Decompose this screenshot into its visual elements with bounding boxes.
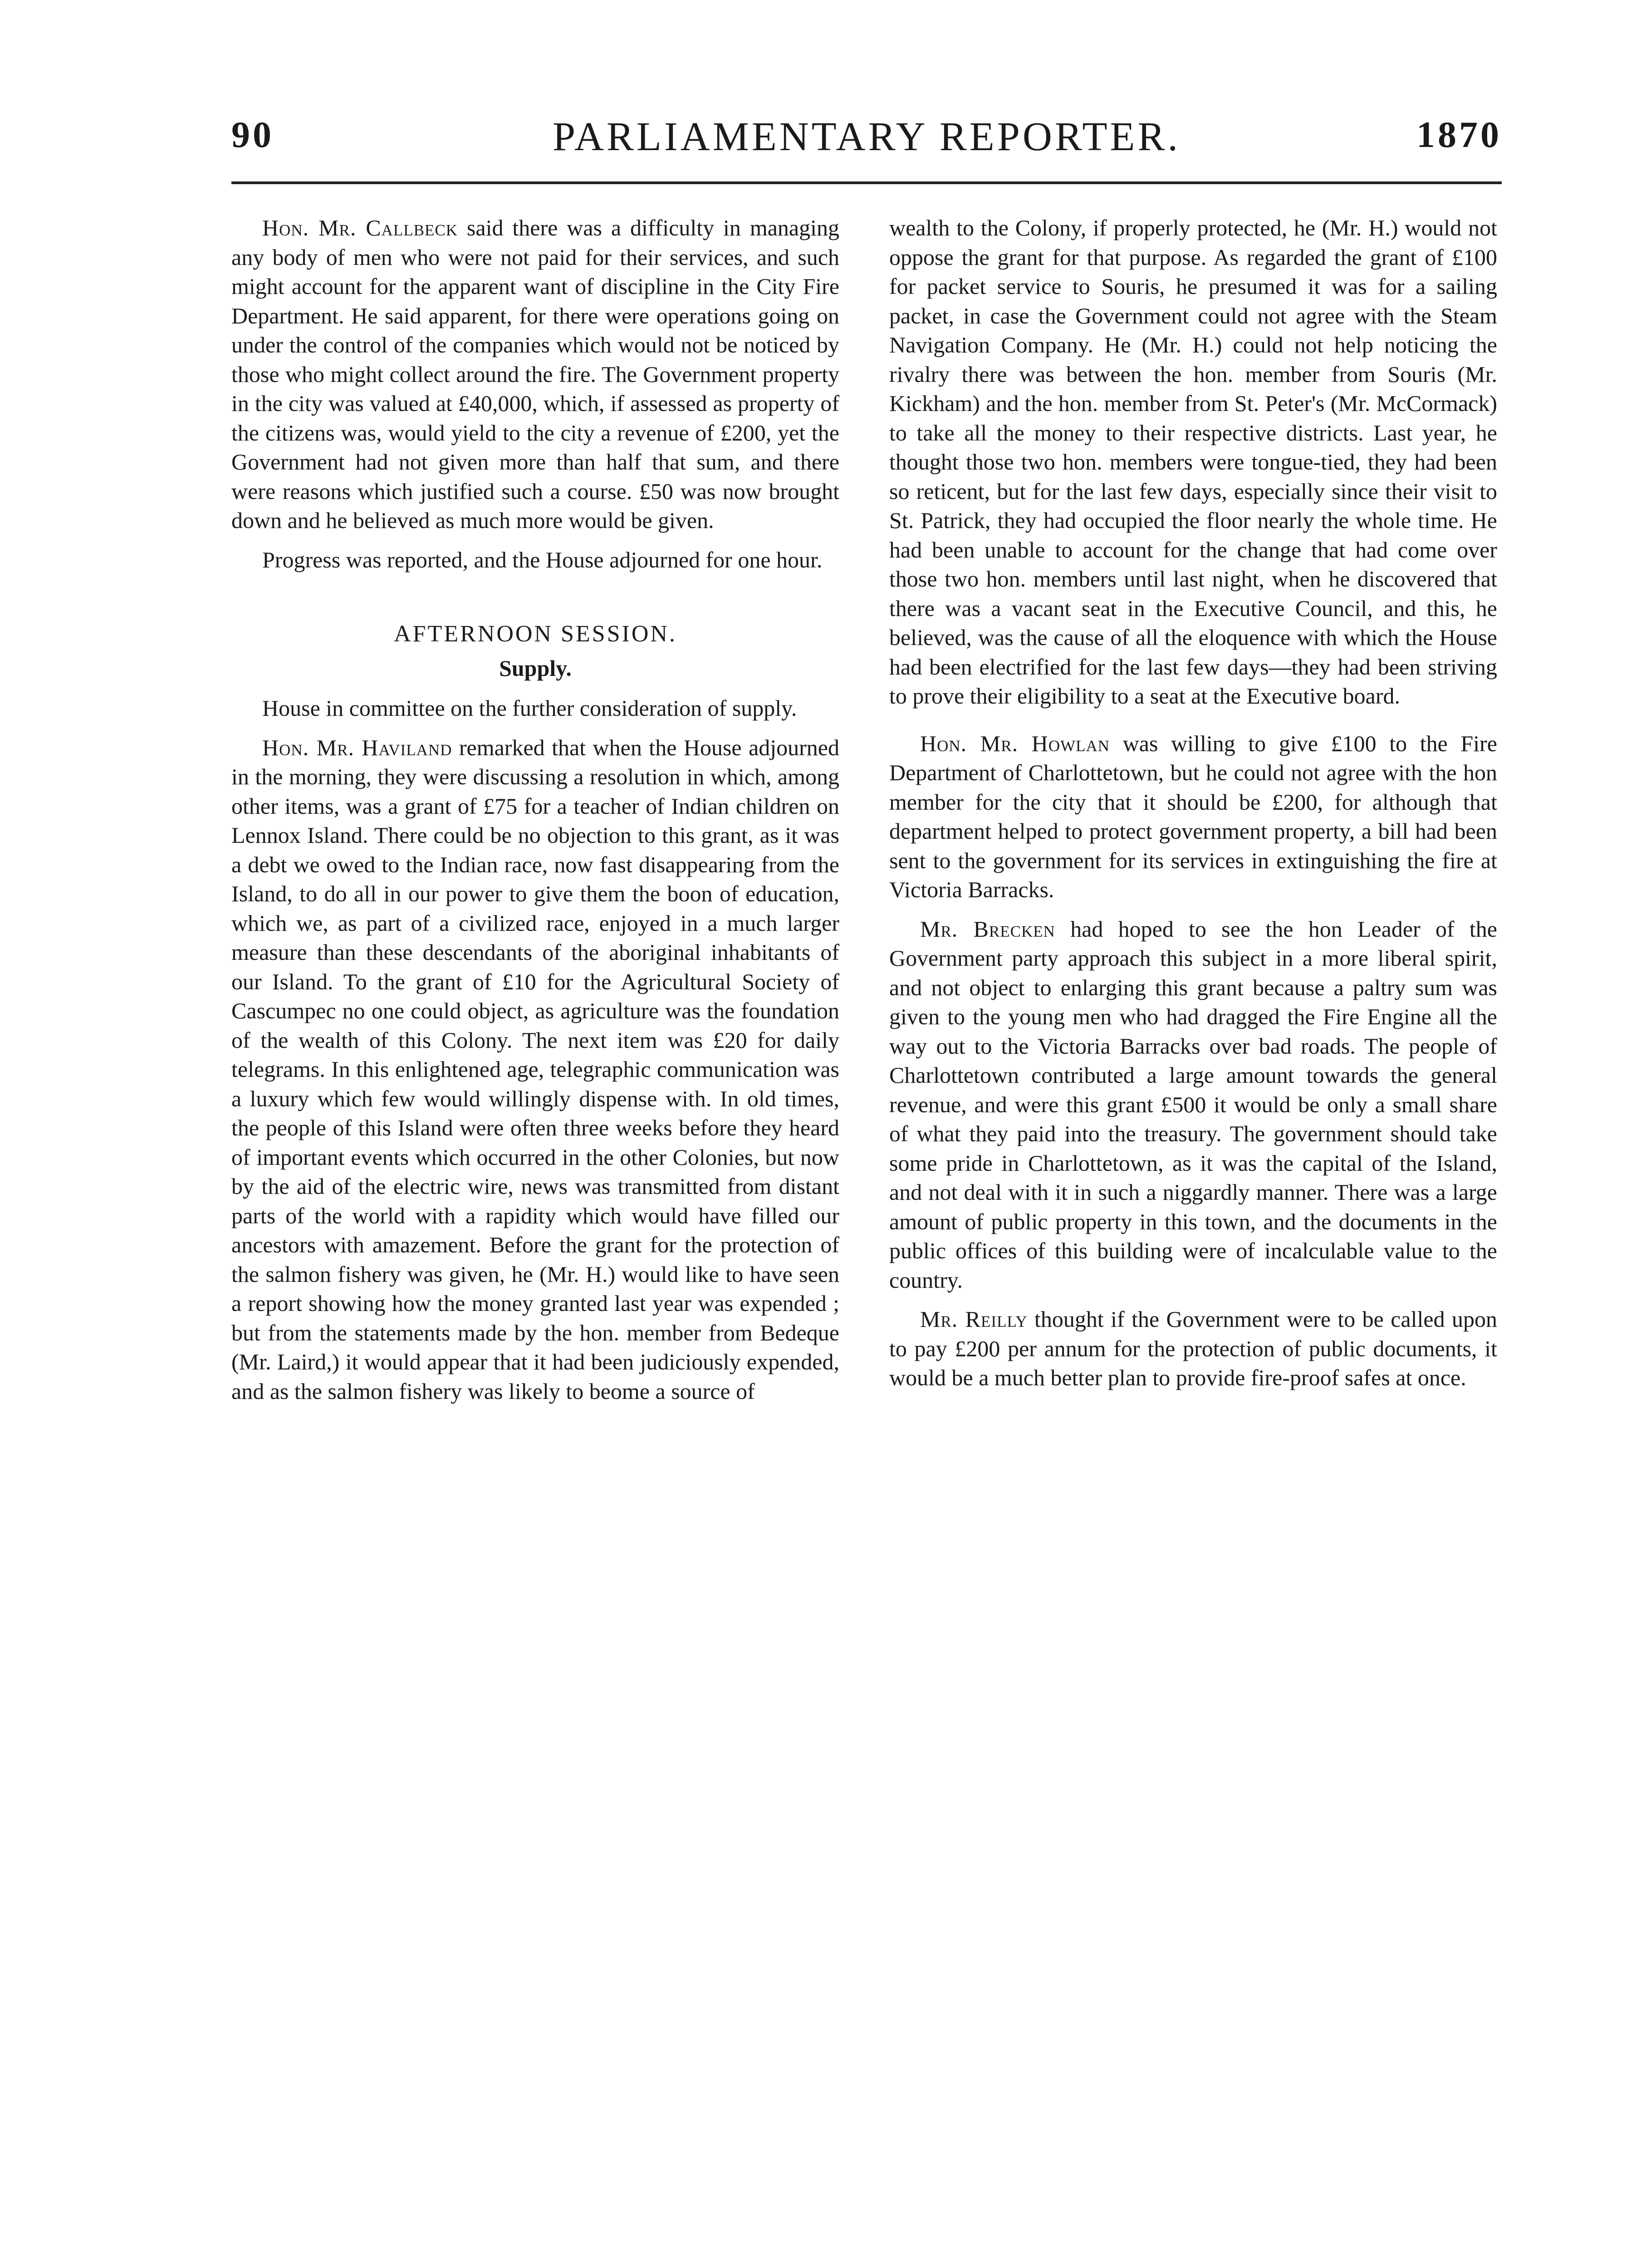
speech-paragraph	[889, 914, 1497, 1295]
continued-paragraph	[889, 213, 1497, 711]
publication-title: PARLIAMENTARY REPORTER.	[553, 114, 1181, 159]
spacer	[889, 711, 1497, 729]
speech-text: was willing to give £100 to the Fire Department of Charlottetown, but he could not agree with the hon member for the city that it should be £200, for although that department helped to protect government property, a bill had been sent to the government for its services in extinguishing the fire at Victoria Barracks.	[889, 730, 1497, 902]
spacer	[231, 574, 839, 601]
page-number: 90	[231, 114, 274, 155]
speech-paragraph	[231, 213, 839, 535]
speaker-name: Mr. Reilly	[920, 1306, 1028, 1332]
left-column	[231, 213, 839, 1406]
speaker-name: Mr. Brecken	[920, 916, 1055, 942]
speech-paragraph	[889, 729, 1497, 904]
speech-paragraph	[231, 733, 839, 1406]
speaker-name: Hon. Mr. Callbeck	[262, 215, 458, 240]
speech-text: remarked that when the House adjourned in the morning, they were discussing a resolution in which, among other items, was a grant of £75 for a teacher of Indian children on Lennox Island. There could be no objection to this grant, as it was a debt we owed to the Indian race, now fast disappearing from the Island, to do all in our power to give them the boon of education, which we, as part of a civilized race, enjoyed in a much larger measure than these descendants of the aboriginal inhabitants of our Island. To the grant of £10 for the Agricultural Society of Cascumpec no one could object, as agriculture was the foundation of the wealth of this Colony. The next item was £20 for daily telegrams. In this enlightened age, telegraphic communication was a luxury which few would willingly dispense with. In old times, the people of this Island were often three weeks before they heard of important events which occurred in the other Colonies, but now by the aid of the electric wire, news was transmitted from distant parts of the world with a rapidity which would have filled our ancestors with amazement. Before the grant for the protection of the salmon fishery was given, he (Mr. H.) would like to have seen a report showing how the money granted last year was expended ; but from the statements made by the hon. member from Bedeque (Mr. Laird,) it would appear that it had been judiciously expended, and as the salmon fishery was likely to beome a source of	[231, 734, 839, 1404]
speech-text: thought if the Government were to be called upon to pay £200 per annum for the protection of public documents, it would be a much better plan to provide fire-proof safes at once.	[889, 1306, 1497, 1390]
speaker-name: Hon. Mr. Howlan	[920, 730, 1110, 756]
right-column	[889, 213, 1497, 1393]
speech-paragraph	[889, 1305, 1497, 1393]
progress-text: Progress was reported, and the House adjourned for one hour.	[262, 547, 823, 572]
publication-year: 1870	[1416, 114, 1502, 155]
subheading: Supply.	[499, 655, 572, 681]
committee-text: House in committee on the further consideration of supply.	[262, 695, 797, 721]
speech-text: said there was a difficulty in managing any body of men who were not paid for their services, and such might account for the apparent want of discipline in the City Fire Department. He said apparent, for there were operations going on under the control of the companies which would not be noticed by those who might collect around the fire. The Government property in the city was valued at £40,000, which, if assessed as property of the citizens was, would yield to the city a revenue of £200, yet the Government had not given more than half that sum, and there were reasons which justified such a course. £50 was now brought down and he believed as much more would be given.	[231, 215, 839, 533]
progress-paragraph	[231, 545, 839, 575]
running-head	[231, 113, 1502, 168]
section-title: AFTERNOON SESSION.	[394, 621, 677, 647]
speech-text: had hoped to see the hon Leader of the Government party approach this subject in a more liberal spirit, and not object to enlarging this grant because a paltry sum was given to the young men who had dragged the Fire Engine all the way out to the Victoria Barracks over bad roads. The people of Charlottetown contributed a large amount towards the general revenue, and were this grant £500 it would be only a small share of what they paid into the treasury. The government should take some pride in Charlottetown, as it was the capital of the Island, and not deal with it in such a niggardly manner. There was a large amount of public property in this town, and the documents in the public offices of this building were of incalculable value to the country.	[889, 916, 1497, 1293]
speech-text: wealth to the Colony, if properly protected, he (Mr. H.) would not oppose the grant for that purpose. As regarded the grant of £100 for packet service to Souris, he presumed it was for a sailing packet, in case the Government could not agree with the Steam Navigation Company. He (Mr. H.) could not help noticing the rivalry there was between the hon. member from Souris (Mr. Kickham) and the hon. member from St. Peter's (Mr. McCormack) to take all the money to their respective districts. Last year, he thought those two hon. members were tongue-tied, they had been so reticent, but for the last few days, especially since their visit to St. Patrick, they had occupied the floor nearly the whole time. He had been unable to account for the change that had come over those two hon. members until last night, when he discovered that there was a vacant seat in the Executive Council, and this, he believed, was the cause of all the eloquence with which the House had been electrified for the last few days—they had been striving to prove their eligibility to a seat at the Executive board.	[889, 215, 1497, 709]
committee-paragraph	[231, 694, 839, 723]
speaker-name: Hon. Mr. Haviland	[262, 734, 452, 760]
header-rule	[231, 181, 1502, 184]
